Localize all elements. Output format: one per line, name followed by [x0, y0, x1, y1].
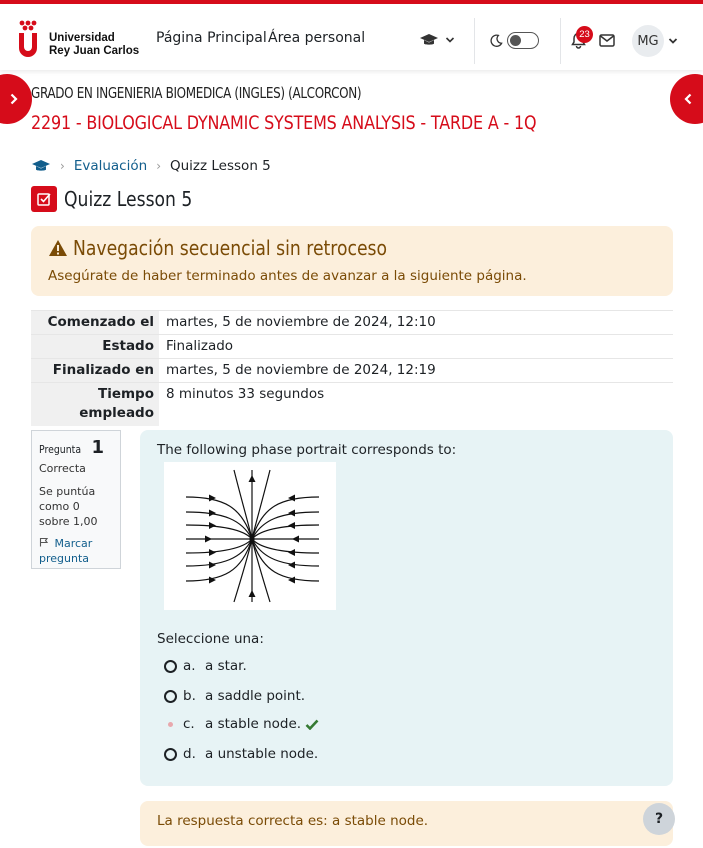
- nav-personal-link[interactable]: Área personal: [268, 30, 366, 46]
- nav-home-link[interactable]: Página Principal: [156, 30, 267, 46]
- breadcrumb-separator-icon: ›: [156, 159, 161, 173]
- flag-question-label: Marcar pregunta: [39, 537, 93, 565]
- summary-label: Estado: [31, 335, 159, 359]
- table-row: [31, 311, 673, 335]
- messages-button[interactable]: [598, 32, 616, 48]
- summary-value: martes, 5 de noviembre de 2024, 12:10: [159, 311, 673, 335]
- radio-button[interactable]: [164, 748, 177, 761]
- question-state: Correcta: [39, 462, 86, 475]
- answer-letter: d.: [183, 746, 196, 762]
- summary-value: 8 minutos 33 segundos: [159, 383, 673, 427]
- summary-value: Finalizado: [159, 335, 673, 359]
- summary-label: Tiempo empleado: [31, 383, 159, 427]
- dark-mode-toggle[interactable]: [507, 32, 539, 49]
- summary-value: martes, 5 de noviembre de 2024, 12:19: [159, 359, 673, 383]
- radio-button-selected[interactable]: [164, 718, 177, 731]
- alert-text: Asegúrate de haber terminado antes de avanzar a la siguiente página.: [48, 268, 527, 284]
- table-row: [31, 335, 673, 359]
- question-text: The following phase portrait corresponds to:: [157, 442, 457, 458]
- graduation-cap-icon: [419, 33, 439, 47]
- table-row: [31, 383, 673, 427]
- question-formulation: [140, 430, 673, 786]
- feedback-text: La respuesta correcta es: a stable node.: [157, 813, 429, 829]
- answer-text: a unstable node.: [205, 746, 319, 762]
- moon-icon: [489, 32, 503, 48]
- chevron-down-icon: [445, 36, 455, 44]
- answer-text: a star.: [205, 658, 247, 674]
- breadcrumb: [31, 158, 271, 174]
- answer-prompt: Seleccione una:: [157, 631, 264, 647]
- correct-answer-feedback: [140, 801, 673, 846]
- chevron-left-icon: [683, 93, 693, 105]
- radio-button[interactable]: [164, 690, 177, 703]
- warning-icon: [48, 239, 68, 257]
- course-category: GRADO EN INGENIERIA BIOMEDICA (INGLES) (ALCORCON): [31, 84, 362, 102]
- logo-text-line2: Rey Juan Carlos: [49, 45, 140, 57]
- courses-menu-button[interactable]: [419, 30, 455, 50]
- page-title: Quizz Lesson 5: [64, 187, 193, 211]
- question-info-panel: [31, 430, 121, 569]
- logo-text-line1: Universidad: [49, 32, 115, 44]
- answer-option-d[interactable]: [164, 746, 318, 762]
- urjc-logo-icon: [18, 20, 38, 58]
- alert-title: Navegación secuencial sin retroceso: [73, 236, 388, 260]
- flag-question-link[interactable]: [39, 536, 113, 566]
- summary-label: Comenzado el: [31, 311, 159, 335]
- course-title[interactable]: 2291 - BIOLOGICAL DYNAMIC SYSTEMS ANALYSIS - TARDE A - 1Q: [31, 112, 537, 134]
- user-avatar[interactable]: MG: [632, 25, 664, 57]
- navbar-divider: [474, 18, 475, 64]
- answer-text: a stable node.: [205, 716, 302, 732]
- page-header: [31, 186, 213, 212]
- sequential-navigation-alert: [31, 226, 673, 296]
- breadcrumb-current: Quizz Lesson 5: [170, 158, 271, 174]
- quiz-icon: [31, 186, 57, 212]
- question-number: [39, 437, 113, 458]
- question-number-prefix: Pregunta: [39, 443, 82, 456]
- answer-letter: c.: [183, 716, 195, 732]
- flag-icon: [39, 537, 49, 547]
- answer-text: a saddle point.: [205, 688, 306, 704]
- user-menu-chevron-icon[interactable]: [667, 35, 679, 47]
- summary-label: Finalizado en: [31, 359, 159, 383]
- graduation-cap-icon[interactable]: [31, 159, 51, 173]
- top-navbar: [0, 0, 703, 70]
- open-block-drawer-button[interactable]: [670, 74, 703, 124]
- answer-option-b[interactable]: [164, 688, 305, 704]
- answer-option-a[interactable]: [164, 658, 247, 674]
- notification-count-badge: 23: [576, 26, 593, 43]
- open-course-index-button[interactable]: [0, 74, 32, 124]
- chevron-right-icon: [9, 93, 19, 105]
- navbar-divider: [560, 18, 561, 64]
- correct-check-icon: [305, 719, 319, 730]
- phase-portrait-image: [164, 462, 336, 610]
- question-grade: Se puntúa como 0 sobre 1,00: [39, 485, 98, 528]
- radio-button[interactable]: [164, 660, 177, 673]
- university-logo[interactable]: [18, 18, 140, 62]
- breadcrumb-evaluacion-link[interactable]: Evaluación: [73, 158, 148, 174]
- help-button[interactable]: ?: [643, 803, 675, 835]
- answer-letter: a.: [183, 658, 196, 674]
- envelope-icon: [599, 34, 615, 47]
- breadcrumb-separator-icon: ›: [60, 159, 65, 173]
- answer-letter: b.: [183, 688, 196, 704]
- question-number-value: 1: [91, 437, 104, 458]
- answer-option-c[interactable]: [164, 716, 319, 732]
- attempt-summary-table: [31, 310, 673, 426]
- table-row: [31, 359, 673, 383]
